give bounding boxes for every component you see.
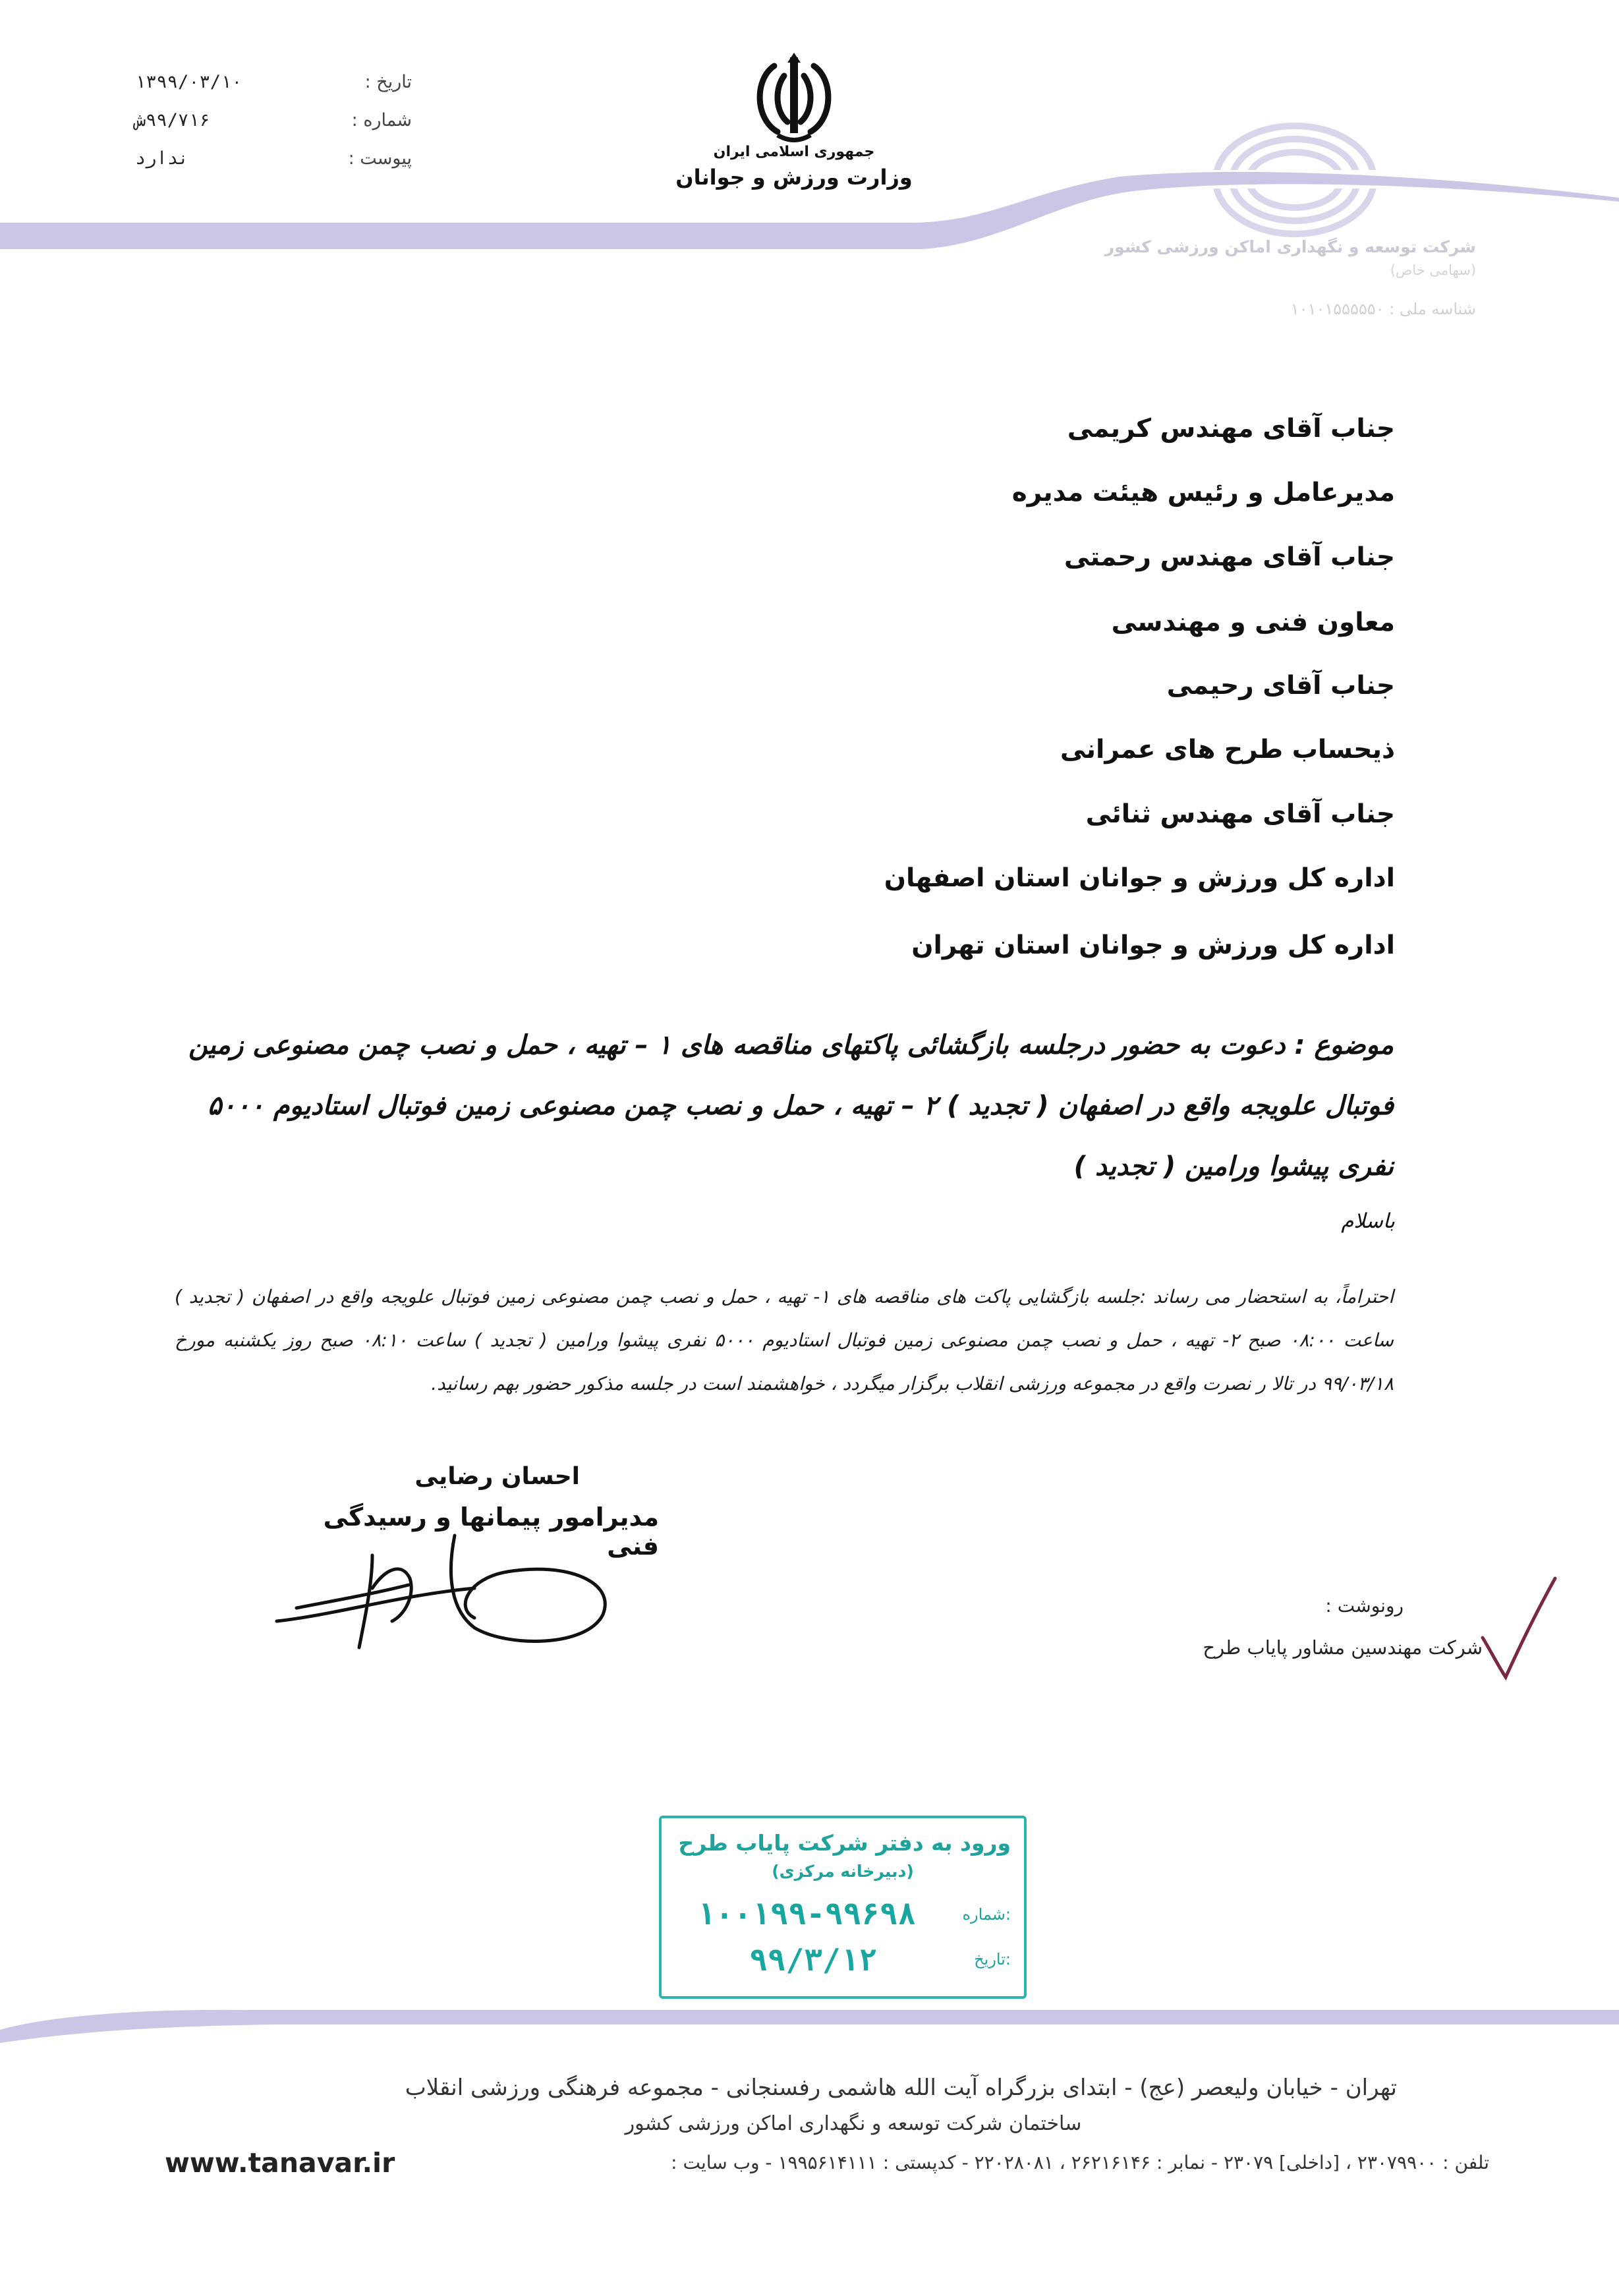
- date-label: تاریخ :: [364, 71, 412, 92]
- handwritten-signature-icon: [257, 1516, 626, 1667]
- letter-meta: [135, 63, 412, 177]
- stamp-subtitle: (دبیرخانه مرکزی): [772, 1862, 914, 1881]
- receipt-stamp: [659, 1816, 1027, 1999]
- stamp-date-value: ۹۹/۳/۱۲: [749, 1942, 877, 1978]
- recipient-line: ذیحساب طرح های عمرانی: [1060, 735, 1395, 764]
- ministry-name: وزارت ورزش و جوانان: [675, 165, 913, 190]
- stamp-title: ورود به دفتر شرکت پایاب طرح: [678, 1830, 1011, 1856]
- number-row: [135, 101, 412, 139]
- cc-label: رونوشت :: [1325, 1595, 1404, 1617]
- recipient-line: جناب آقای مهندس رحمتی: [1064, 542, 1395, 572]
- recipient-line: جناب آقای مهندس ثنائی: [1085, 799, 1395, 829]
- header-wave-band: [0, 171, 1619, 270]
- letter-subject: موضوع : دعوت به حضور درجلسه بازگشائی پاکتهای مناقصه های ۱ – تهیه ، حمل و نصب چمن مصنوعی زمین فوتبال علویجه واقع در اصفهان ( تجدید ) ۲ – تهیه ، حمل و نصب چمن مصنوعی زمین فوتبال استادیوم ۵۰۰۰ نفری پیشوا ورامین ( تجدید ): [188, 1030, 1394, 1182]
- organization-name: شرکت توسعه و نگهداری اماکن ورزشی کشور: [1104, 237, 1476, 256]
- number-label: شماره :: [351, 109, 412, 130]
- gov-line-1: جمهوری اسلامی ایران: [713, 144, 875, 160]
- greeting: باسلام: [1341, 1209, 1395, 1233]
- organization-national-id: شناسه ملی : ۱۰۱۰۱۵۵۵۵۵۰: [1290, 300, 1476, 318]
- footer-wave-band: [0, 2003, 1619, 2056]
- footer-address-line-1: تهران - خیابان ولیعصر (عج) - ابتدای بزرگراه آیت الله هاشمی رفسنجانی - مجموعه فرهنگی ورزشی انقلاب: [405, 2075, 1397, 2101]
- website-link[interactable]: www.tanavar.ir: [165, 2147, 395, 2179]
- date-row: [135, 63, 412, 101]
- signer-title: مدیرامور پیمانها و رسیدگی فنی: [323, 1503, 659, 1561]
- footer-contact: تلفن : ۲۳۰۷۹۹۰۰ ، [داخلی] ۲۳۰۷۹ - نمابر : ۲۶۲۱۶۱۴۶ ، ۲۲۰۲۸۰۸۱ - کدپستی : ۱۹۹۵۶۱۴۱۱۱ - وب سایت :: [671, 2152, 1489, 2173]
- cc-recipient: شرکت مهندسین مشاور پایاب طرح: [1203, 1636, 1483, 1659]
- recipient-line: جناب آقای رحیمی: [1166, 671, 1395, 701]
- checkmark-icon: [1476, 1568, 1562, 1687]
- stamp-date-label: تاریخ:: [974, 1950, 1011, 1968]
- recipient-line: جناب آقای مهندس کریمی: [1067, 414, 1395, 444]
- recipient-line: اداره کل ورزش و جوانان استان اصفهان: [884, 863, 1395, 893]
- recipient-line: اداره کل ورزش و جوانان استان تهران: [911, 931, 1395, 960]
- organization-type: (سهامی خاص): [1390, 262, 1476, 278]
- footer-address-line-2: ساختمان شرکت توسعه و نگهداری اماکن ورزشی کشور: [625, 2112, 1082, 2135]
- attachment-value: ندارد: [135, 148, 189, 169]
- attachment-label: پیوست :: [348, 148, 412, 169]
- number-value: ۹۹/۷۱۶ش: [135, 109, 210, 130]
- recipient-line: معاون فنی و مهندسی: [1111, 608, 1395, 637]
- signer-name: احسان رضایی: [414, 1463, 580, 1490]
- stamp-number-value: ۱۰۰۱۹۹-۹۹۶۹۸: [696, 1896, 917, 1932]
- iran-emblem-icon: [748, 49, 840, 148]
- recipient-line: مدیرعامل و رئیس هیئت مدیره: [1011, 478, 1395, 507]
- date-value: ۱۳۹۹/۰۳/۱۰: [135, 71, 242, 92]
- letter-body: احتراماً، به استحضار می رساند :جلسه بازگشایی پاکت های مناقصه های ۱- تهیه ، حمل و نصب چمن مصنوعی زمین فوتبال علویجه واقع در اصفهان ( تجدید ) ساعت ۰۸:۰۰ صبح ۲- تهیه ، حمل و نصب چمن مصنوعی زمین فوتبال استادیوم ۵۰۰۰ نفری پیشوا ورامین ( تجدید ) ساعت ۰۸:۱۰ صبح روز یکشنبه مورخ ۹۹/۰۳/۱۸ در تالا ر نصرت واقع در مجموعه ورزشی انقلاب برگزار میگردد ، خواهشمند است در جلسه مذکور حضور بهم رسانید.: [175, 1286, 1394, 1394]
- stamp-number-label: شماره:: [962, 1905, 1011, 1924]
